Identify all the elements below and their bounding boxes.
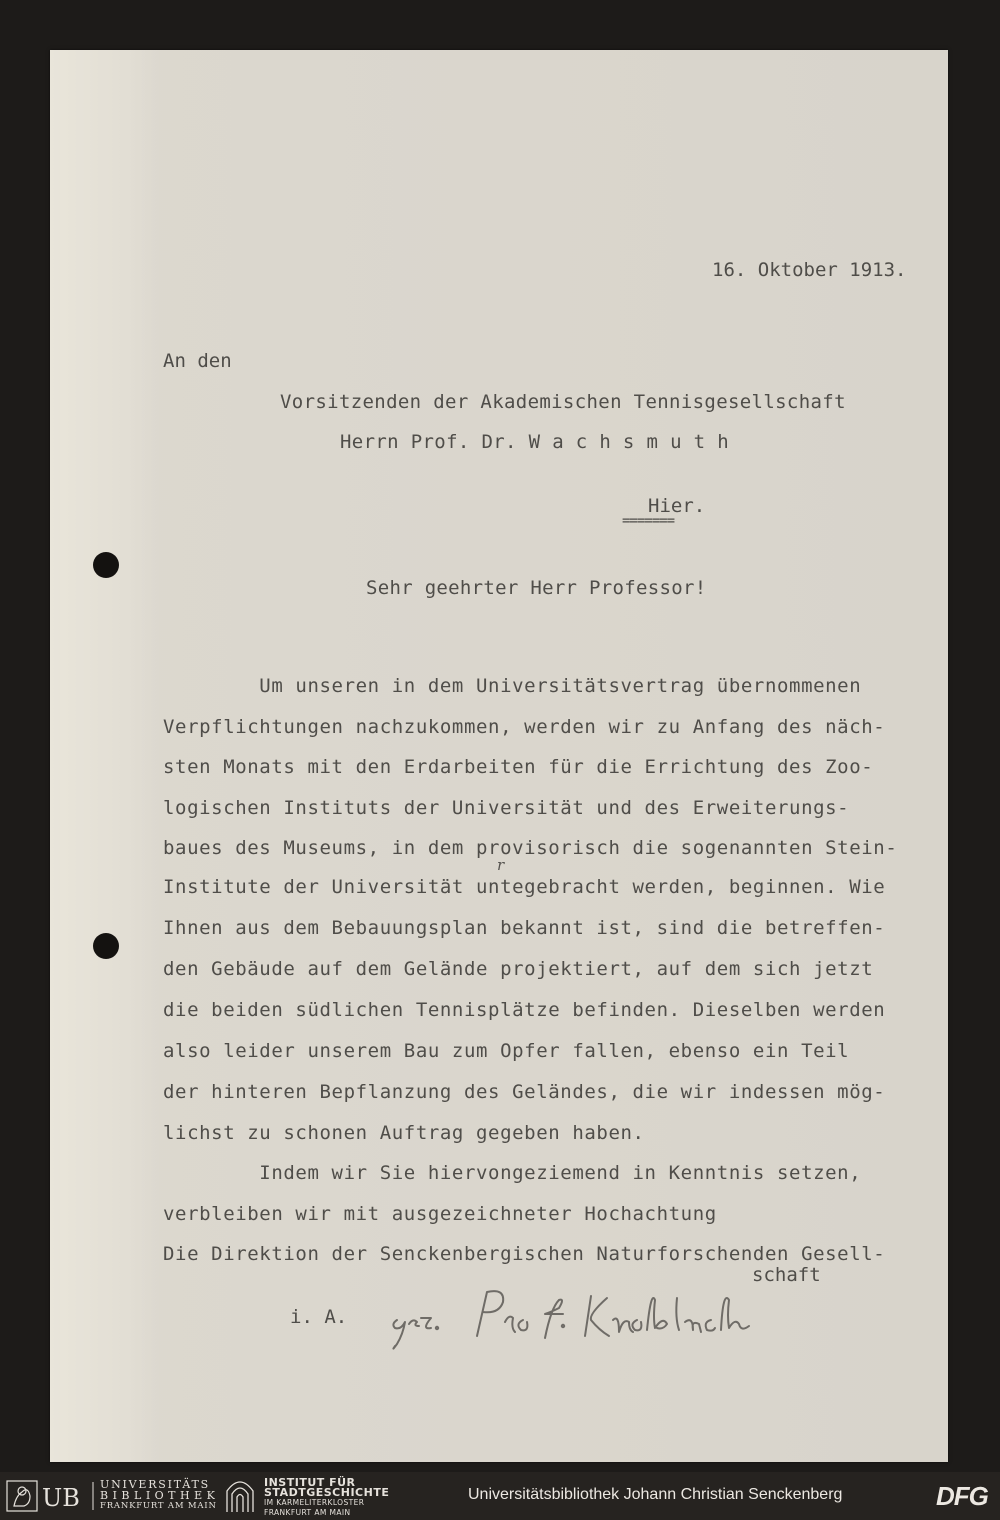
isg-line1: INSTITUT FÜR xyxy=(264,1476,356,1489)
punch-hole-top xyxy=(93,552,119,578)
body-line: baues des Museums, in dem provisorisch die sogenannten Stein- xyxy=(163,837,898,859)
body-line: logischen Instituts der Universität und des Erweiterungs- xyxy=(163,797,850,819)
body-line: Ihnen aus dem Bebauungsplan bekannt ist, sind die betreffen- xyxy=(163,917,886,939)
body-line: Verpflichtungen nachzukommen, werden wir zu Anfang des näch- xyxy=(163,716,886,738)
isg-line3: IM KARMELITERKLOSTER xyxy=(264,1498,365,1507)
letter-date: 16. Oktober 1913. xyxy=(712,259,907,281)
punch-hole-bottom xyxy=(93,933,119,959)
recipient-name: Herrn Prof. Dr. W a c h s m u t h xyxy=(340,431,730,453)
body-line: lichst zu schonen Auftrag gegeben haben. xyxy=(163,1122,645,1144)
handwritten-insertion: r xyxy=(497,856,505,874)
library-name: Universitätsbibliothek Johann Christian Senckenberg xyxy=(468,1486,843,1503)
body-line: sten Monats mit den Erdarbeiten für die Errichtung des Zoo- xyxy=(163,756,874,778)
isg-logo xyxy=(224,1479,256,1513)
ub-name xyxy=(100,1479,219,1512)
body-line: verbleiben wir mit ausgezeichneter Hochachtung xyxy=(163,1203,717,1225)
body-line: Institute der Universität untegebracht werden, beginnen. Wie xyxy=(163,876,886,898)
body-line: also leider unserem Bau zum Opfer fallen, ebenso ein Teil xyxy=(163,1040,850,1062)
dfg-logo: DFG xyxy=(936,1481,988,1511)
svg-text:UB: UB xyxy=(42,1484,80,1512)
recipient-place: Hier. xyxy=(648,495,706,517)
handwritten-signature xyxy=(385,1278,785,1363)
ub-logo xyxy=(6,1480,94,1512)
ub-line2: BIBLIOTHEK xyxy=(100,1489,220,1502)
signature-prefix: i. A. xyxy=(290,1306,348,1328)
isg-name xyxy=(264,1478,389,1518)
isg-line4: FRANKFURT AM MAIN xyxy=(264,1508,351,1517)
ub-line1: UNIVERSITÄTS xyxy=(100,1478,210,1491)
body-line: Indem wir Sie hiervongeziemend in Kenntnis setzen, xyxy=(163,1162,862,1184)
body-line: Um unseren in dem Universitätsvertrag übernommenen xyxy=(163,675,862,697)
isg-line2: STADTGESCHICHTE xyxy=(264,1486,390,1499)
footer-bar xyxy=(0,1472,1000,1520)
greeting: Sehr geehrter Herr Professor! xyxy=(366,577,707,599)
body-line: Die Direktion der Senckenbergischen Naturforschenden Gesell- xyxy=(163,1243,886,1265)
place-underline: ======= xyxy=(622,513,675,529)
body-line: den Gebäude auf dem Gelände projektiert, auf dem sich jetzt xyxy=(163,958,874,980)
recipient-title: Vorsitzenden der Akademischen Tennisgesellschaft xyxy=(280,391,846,413)
body-line: der hinteren Bepflanzung des Geländes, die wir indessen mög- xyxy=(163,1081,886,1103)
body-line: die beiden südlichen Tennisplätze befinden. Dieselben werden xyxy=(163,999,886,1021)
ub-line3: FRANKFURT AM MAIN xyxy=(100,1501,217,1511)
signatory-continuation: schaft xyxy=(752,1264,821,1286)
address-intro: An den xyxy=(163,350,232,372)
